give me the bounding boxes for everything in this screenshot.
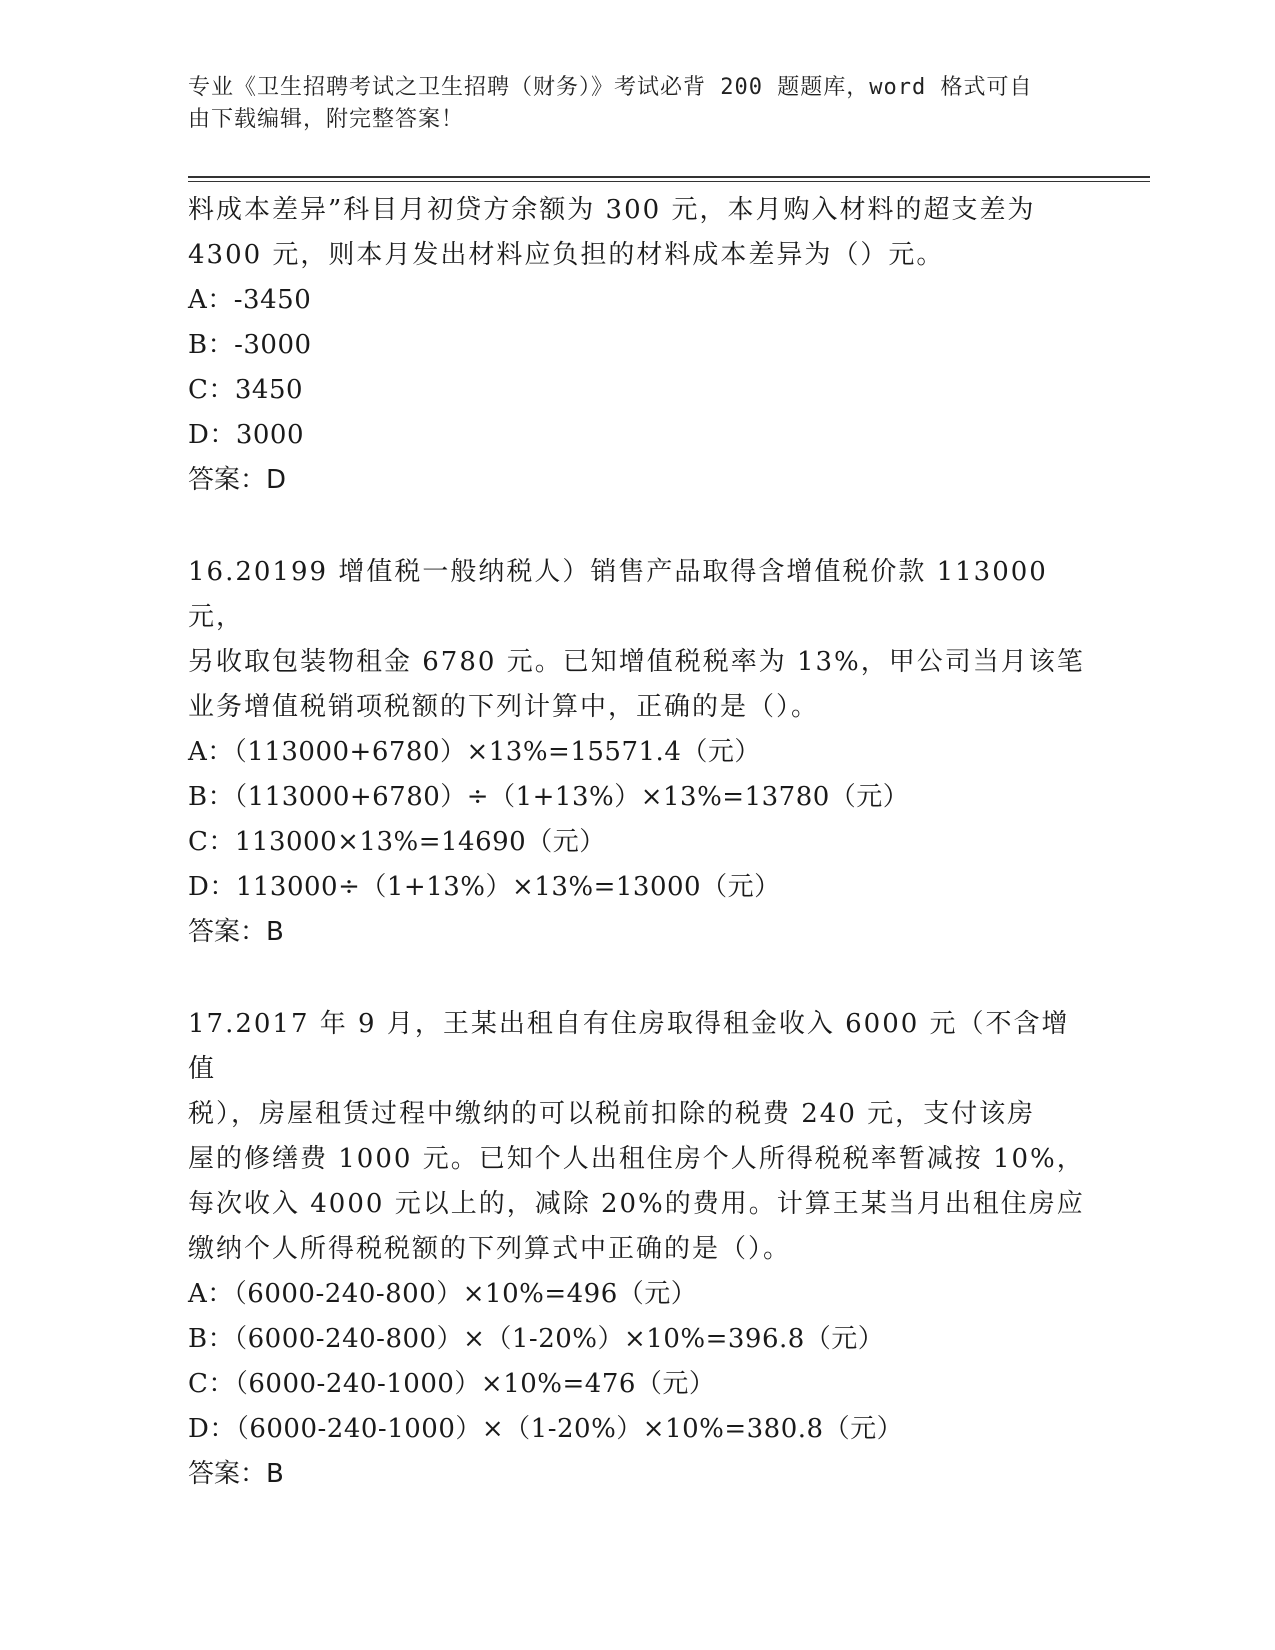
question-stem-line: 17.2017 年 9 月，王某出租自有住房取得租金收入 6000 元（不含增值 xyxy=(188,1009,1070,1084)
header-line-1: 专业《卫生招聘考试之卫生招聘（财务）》考试必背 200 题题库，word 格式可自 xyxy=(188,75,1033,100)
question-block-15 xyxy=(188,188,1088,503)
question-block-17 xyxy=(188,1002,1088,1497)
option-a: A：（6000-240-800）×10%=496（元） xyxy=(188,1279,698,1309)
question-stem-line: 料成本差异”科目月初贷方余额为 300 元，本月购入材料的超支差为 xyxy=(188,195,1036,225)
block-spacer xyxy=(188,503,1088,550)
document-body xyxy=(188,188,1088,1497)
option-c: C：（6000-240-1000）×10%=476（元） xyxy=(188,1369,716,1399)
question-stem-line: 16.20199 增值税一般纳税人）销售产品取得含增值税价款 113000 元， xyxy=(188,557,1048,632)
option-b: B：-3000 xyxy=(188,330,312,360)
question-stem-line: 税），房屋租赁过程中缴纳的可以税前扣除的税费 240 元，支付该房 xyxy=(188,1099,1036,1129)
answer-label: 答案：D xyxy=(188,465,287,495)
option-b: B：（6000-240-800）×（1-20%）×10%=396.8（元） xyxy=(188,1324,885,1354)
question-stem-line: 另收取包装物租金 6780 元。已知增值税税率为 13%，甲公司当月该笔 xyxy=(188,647,1085,677)
question-stem-line: 屋的修缮费 1000 元。已知个人出租住房个人所得税税率暂减按 10%， xyxy=(188,1144,1085,1174)
option-c: C：113000×13%=14690（元） xyxy=(188,827,606,857)
question-stem-line: 业务增值税销项税额的下列计算中，正确的是（）。 xyxy=(188,692,820,722)
question-stem-line: 4300 元，则本月发出材料应负担的材料成本差异为（）元。 xyxy=(188,240,945,270)
option-d: D：3000 xyxy=(188,420,305,450)
header-divider-top xyxy=(188,176,1150,178)
block-spacer xyxy=(188,955,1088,1002)
answer-label: 答案：B xyxy=(188,1459,284,1489)
option-a: A：-3450 xyxy=(188,285,312,315)
question-block-16 xyxy=(188,550,1088,955)
option-d: D：113000÷（1+13%）×13%=13000（元） xyxy=(188,872,781,902)
option-a: A：（113000+6780）×13%=15571.4（元） xyxy=(188,737,761,767)
option-b: B：（113000+6780）÷（1+13%）×13%=13780（元） xyxy=(188,782,910,812)
option-d: D：（6000-240-1000）×（1-20%）×10%=380.8（元） xyxy=(188,1414,904,1444)
question-stem-line: 缴纳个人所得税税额的下列算式中正确的是（）。 xyxy=(188,1234,792,1264)
option-c: C：3450 xyxy=(188,375,304,405)
answer-label: 答案：B xyxy=(188,917,284,947)
document-header xyxy=(188,72,1068,136)
header-divider-bottom xyxy=(188,181,1150,182)
header-line-2: 由下载编辑，附完整答案！ xyxy=(188,107,465,132)
question-stem-line: 每次收入 4000 元以上的，减除 20%的费用。计算王某当月出租住房应 xyxy=(188,1189,1085,1219)
